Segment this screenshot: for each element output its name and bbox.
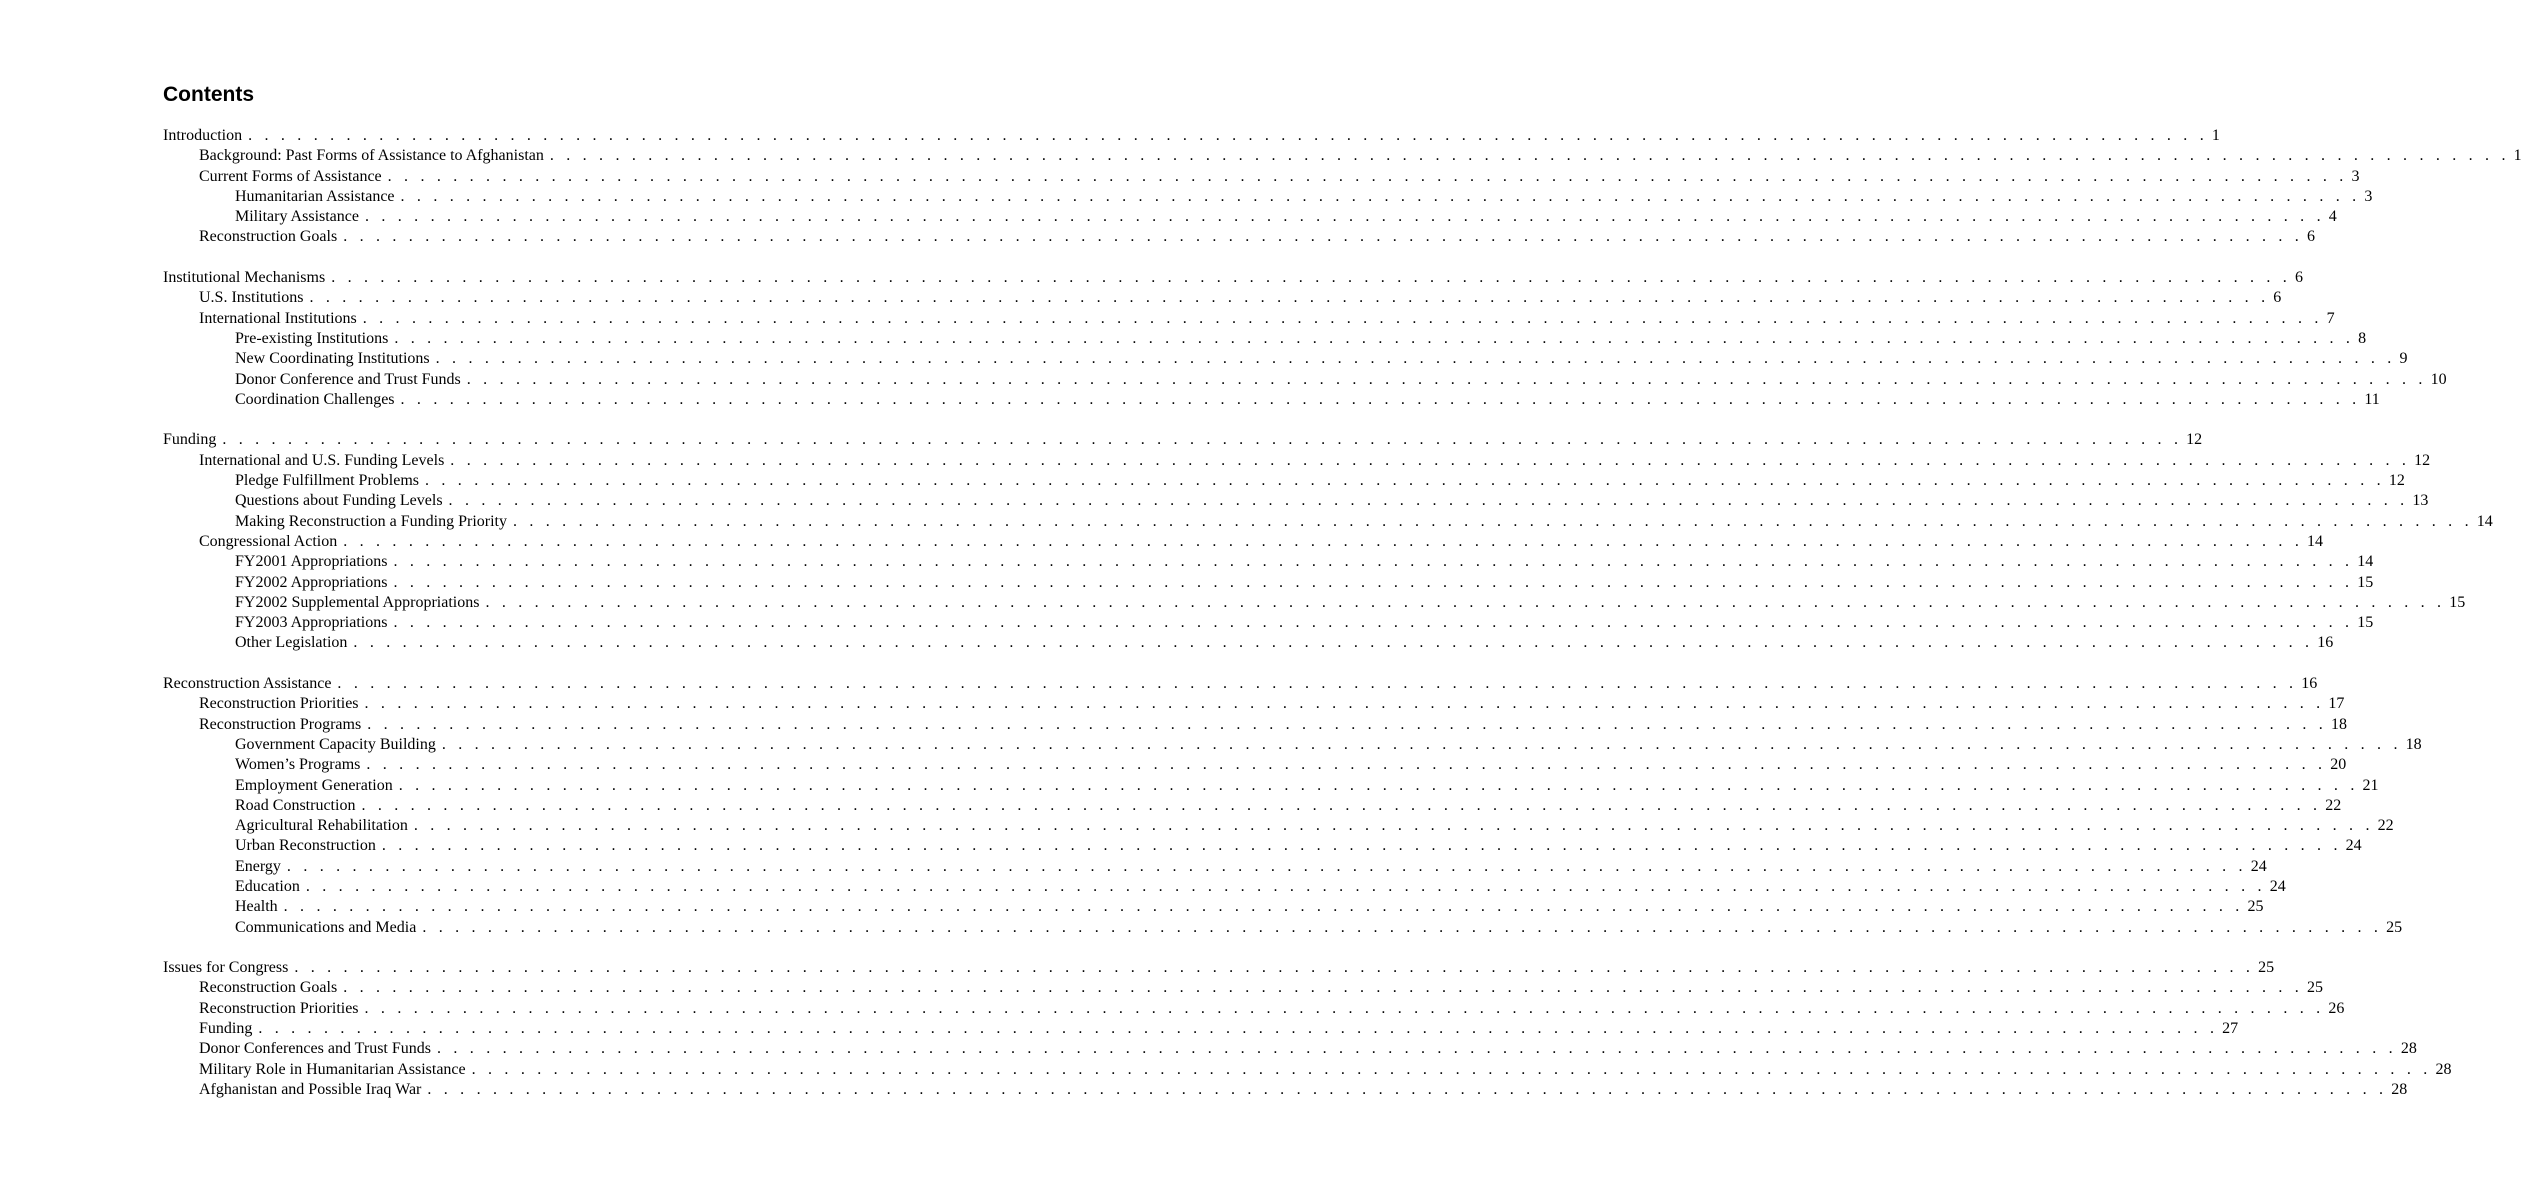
toc-entry [163,552,2374,572]
toc-entry-page: 22 [2325,796,2342,814]
toc-entry-page: 24 [2269,877,2286,895]
toc-entry-title: Donor Conferences and Trust Funds [199,1040,431,1058]
toc-entry-page: 15 [2357,573,2374,591]
toc-entry [163,146,2522,166]
dot-leader: . . . . . . . . . . . . . . . . . . . . . . . . . . . . . . . . . . . . . . . . . . . . . . . . . . . . . . . . . . . . . . . . . . . . . . . . . . . . . . . . . . . . . . . . . . . . . . . . . . . . . . . . . . . . . . . . . . . . . . . . [400,390,2361,408]
dot-leader: . . . . . . . . . . . . . . . . . . . . . . . . . . . . . . . . . . . . . . . . . . . . . . . . . . . . . . . . . . . . . . . . . . . . . . . . . . . . . . . . . . . . . . . . . . . . . . . . . . . . . . . . . . . . . . . . . . . . . . . . [353,634,2314,652]
toc-entry-page: 13 [2412,492,2429,510]
toc-entry-page: 15 [2357,614,2374,632]
dot-leader: . . . . . . . . . . . . . . . . . . . . . . . . . . . . . . . . . . . . . . . . . . . . . . . . . . . . . . . . . . . . . . . . . . . . . . . . . . . . . . . . . . . . . . . . . . . . . . . . . . . . . . . . . . . . . . . . . . . . . . . . [398,776,2359,794]
dot-leader: . . . . . . . . . . . . . . . . . . . . . . . . . . . . . . . . . . . . . . . . . . . . . . . . . . . . . . . . . . . . . . . . . . . . . . . . . . . . . . . . . . . . . . . . . . . . . . . . . . . . . . . . . . . . . . . . . . . . . . . . [393,553,2354,571]
toc-entry-title: Energy [235,857,281,875]
toc-entry [163,227,2316,247]
toc-entry [163,207,2337,227]
toc-entry-title: Pledge Fulfillment Problems [235,472,419,490]
dot-leader: . . . . . . . . . . . . . . . . . . . . . . . . . . . . . . . . . . . . . . . . . . . . . . . . . . . . . . . . . . . . . . . . . . . . . . . . . . . . . . . . . . . . . . . . . . . . . . . . . . . . . . . . . . . . . . . . . . . . . . . . [466,370,2427,388]
toc-entry [163,451,2431,471]
toc-entry [163,694,2345,714]
toc-entry-page: 18 [2331,715,2348,733]
toc-entry-page: 15 [2449,593,2466,611]
toc-entry-page: 20 [2330,756,2347,774]
toc-entry-title: Reconstruction Assistance [163,675,332,693]
toc-entry-page: 25 [2247,898,2264,916]
toc-entry [163,674,2318,694]
toc-entry-title: Pre-existing Institutions [235,329,389,347]
toc-entry [163,796,2342,816]
toc-entry-page: 3 [2364,187,2373,205]
toc-entry-title: Background: Past Forms of Assistance to Afghanistan [199,147,544,165]
toc-entry-page: 16 [2301,675,2318,693]
toc-entry-page: 11 [2364,390,2380,408]
toc-entry-title: Institutional Mechanisms [163,269,326,287]
toc-entry-title: Communications and Media [235,918,417,936]
toc-entry-title: Funding [199,1020,253,1038]
toc-entry-title: Donor Conference and Trust Funds [235,370,461,388]
toc-entry-title: Reconstruction Programs [199,715,362,733]
dot-leader: . . . . . . . . . . . . . . . . . . . . . . . . . . . . . . . . . . . . . . . . . . . . . . . . . . . . . . . . . . . . . . . . . . . . . . . . . . . . . . . . . . . . . . . . . . . . . . . . . . . . . . . . . . . . . . . . . . . . . . . . [450,451,2411,469]
toc-entry [163,836,2362,856]
toc-entry-title: Education [235,877,300,895]
toc-entry-title: Reconstruction Goals [199,228,338,246]
dot-leader: . . . . . . . . . . . . . . . . . . . . . . . . . . . . . . . . . . . . . . . . . . . . . . . . . . . . . . . . . . . . . . . . . . . . . . . . . . . . . . . . . . . . . . . . . . . . . . . . . . . . . . . . . . . . . . . . . . . . . . . . [362,309,2323,327]
toc-entry [163,268,2304,288]
toc-entry-page: 12 [2414,451,2431,469]
dot-leader: . . . . . . . . . . . . . . . . . . . . . . . . . . . . . . . . . . . . . . . . . . . . . . . . . . . . . . . . . . . . . . . . . . . . . . . . . . . . . . . . . . . . . . . . . . . . . . . . . . . . . . . . . . . . . . . . . . . . . . . . [448,492,2409,510]
toc-entry-title: FY2002 Appropriations [235,573,388,591]
toc-entry-page: 7 [2326,309,2335,327]
page-title: Contents [163,83,254,106]
dot-leader: . . . . . . . . . . . . . . . . . . . . . . . . . . . . . . . . . . . . . . . . . . . . . . . . . . . . . . . . . . . . . . . . . . . . . . . . . . . . . . . . . . . . . . . . . . . . . . . . . . . . . . . . . . . . . . . . . . . . . . . . [427,1080,2388,1098]
dot-leader: . . . . . . . . . . . . . . . . . . . . . . . . . . . . . . . . . . . . . . . . . . . . . . . . . . . . . . . . . . . . . . . . . . . . . . . . . . . . . . . . . . . . . . . . . . . . . . . . . . . . . . . . . . . . . . . . . . . . . . . . [309,289,2270,307]
toc-entry-title: FY2001 Appropriations [235,553,388,571]
toc-entry-page: 14 [2476,512,2493,530]
dot-leader: . . . . . . . . . . . . . . . . . . . . . . . . . . . . . . . . . . . . . . . . . . . . . . . . . . . . . . . . . . . . . . . . . . . . . . . . . . . . . . . . . . . . . . . . . . . . . . . . . . . . . . . . . . . . . . . . . . . . . . . . [364,208,2325,226]
toc-entry [163,918,2403,938]
dot-leader: . . . . . . . . . . . . . . . . . . . . . . . . . . . . . . . . . . . . . . . . . . . . . . . . . . . . . . . . . . . . . . . . . . . . . . . . . . . . . . . . . . . . . . . . . . . . . . . . . . . . . . . . . . . . . . . . . . . . . . . . [364,999,2325,1017]
dot-leader: . . . . . . . . . . . . . . . . . . . . . . . . . . . . . . . . . . . . . . . . . . . . . . . . . . . . . . . . . . . . . . . . . . . . . . . . . . . . . . . . . . . . . . . . . . . . . . . . . . . . . . . . . . . . . . . . . . . . . . . . [422,918,2383,936]
dot-leader: . . . . . . . . . . . . . . . . . . . . . . . . . . . . . . . . . . . . . . . . . . . . . . . . . . . . . . . . . . . . . . . . . . . . . . . . . . . . . . . . . . . . . . . . . . . . . . . . . . . . . . . . . . . . . . . . . . . . . . . . [400,187,2361,205]
toc-entry-title: Military Role in Humanitarian Assistance [199,1060,466,1078]
dot-leader: . . . . . . . . . . . . . . . . . . . . . . . . . . . . . . . . . . . . . . . . . . . . . . . . . . . . . . . . . . . . . . . . . . . . . . . . . . . . . . . . . . . . . . . . . . . . . . . . . . . . . . . . . . . . . . . . . . . . . . . . [222,431,2183,449]
toc-entry [163,857,2267,877]
toc-entry [163,715,2348,735]
toc-entry-title: New Coordinating Institutions [235,350,430,368]
toc-entry [163,1019,2239,1039]
toc-entry [163,1060,2452,1080]
toc-entry-title: Other Legislation [235,634,348,652]
toc-entry-page: 25 [2307,979,2324,997]
toc-entry [163,309,2335,329]
toc-entry [163,877,2286,897]
toc-entry [163,755,2347,775]
dot-leader: . . . . . . . . . . . . . . . . . . . . . . . . . . . . . . . . . . . . . . . . . . . . . . . . . . . . . . . . . . . . . . . . . . . . . . . . . . . . . . . . . . . . . . . . . . . . . . . . . . . . . . . . . . . . . . . . . . . . . . . . [441,735,2402,753]
toc-entry [163,958,2275,978]
toc-entry-page: 14 [2357,553,2374,571]
toc-entry [163,1080,2408,1100]
toc-section [163,430,2493,653]
dot-leader: . . . . . . . . . . . . . . . . . . . . . . . . . . . . . . . . . . . . . . . . . . . . . . . . . . . . . . . . . . . . . . . . . . . . . . . . . . . . . . . . . . . . . . . . . . . . . . . . . . . . . . . . . . . . . . . . . . . . . . . . [248,127,2208,144]
dot-leader: . . . . . . . . . . . . . . . . . . . . . . . . . . . . . . . . . . . . . . . . . . . . . . . . . . . . . . . . . . . . . . . . . . . . . . . . . . . . . . . . . . . . . . . . . . . . . . . . . . . . . . . . . . . . . . . . . . . . . . . . [258,1020,2219,1038]
toc-entry-page: 1 [2513,147,2522,165]
toc-entry-title: International and U.S. Funding Levels [199,451,445,469]
toc-entry-page: 14 [2307,532,2324,550]
dot-leader: . . . . . . . . . . . . . . . . . . . . . . . . . . . . . . . . . . . . . . . . . . . . . . . . . . . . . . . . . . . . . . . . . . . . . . . . . . . . . . . . . . . . . . . . . . . . . . . . . . . . . . . . . . . . . . . . . . . . . . . . [387,167,2348,185]
toc-entry [163,613,2374,633]
toc-entry-page: 16 [2317,634,2334,652]
toc-entry-title: Urban Reconstruction [235,837,376,855]
toc-entry-page: 25 [2386,918,2403,936]
toc-entry-page: 12 [2388,472,2405,490]
dot-leader: . . . . . . . . . . . . . . . . . . . . . . . . . . . . . . . . . . . . . . . . . . . . . . . . . . . . . . . . . . . . . . . . . . . . . . . . . . . . . . . . . . . . . . . . . . . . . . . . . . . . . . . . . . . . . . . . . . . . . . . . [394,329,2355,347]
toc-entry-page: 3 [2351,167,2360,185]
toc-entry-page: 24 [2345,837,2362,855]
toc-entry [163,370,2447,390]
dot-leader: . . . . . . . . . . . . . . . . . . . . . . . . . . . . . . . . . . . . . . . . . . . . . . . . . . . . . . . . . . . . . . . . . . . . . . . . . . . . . . . . . . . . . . . . . . . . . . . . . . . . . . . . . . . . . . . . . . . . . . . . [286,857,2247,875]
toc-entry [163,390,2380,410]
toc-entry-page: 26 [2328,999,2345,1017]
toc-entry-title: Employment Generation [235,776,393,794]
toc-entry-title: Reconstruction Priorities [199,695,359,713]
toc-entry-page: 22 [2377,817,2394,835]
toc-entry [163,816,2394,836]
toc-entry-page: 10 [2430,370,2447,388]
toc-entry [163,532,2324,552]
toc-entry [163,573,2374,593]
table-of-contents [163,126,2522,1121]
toc-entry-title: Making Reconstruction a Funding Priority [235,512,507,530]
dot-leader: . . . . . . . . . . . . . . . . . . . . . . . . . . . . . . . . . . . . . . . . . . . . . . . . . . . . . . . . . . . . . . . . . . . . . . . . . . . . . . . . . . . . . . . . . . . . . . . . . . . . . . . . . . . . . . . . . . . . . . . . [393,614,2354,632]
dot-leader: . . . . . . . . . . . . . . . . . . . . . . . . . . . . . . . . . . . . . . . . . . . . . . . . . . . . . . . . . . . . . . . . . . . . . . . . . . . . . . . . . . . . . . . . . . . . . . . . . . . . . . . . . . . . . . . . . . . . . . . . [549,147,2510,165]
toc-entry [163,593,2466,613]
dot-leader: . . . . . . . . . . . . . . . . . . . . . . . . . . . . . . . . . . . . . . . . . . . . . . . . . . . . . . . . . . . . . . . . . . . . . . . . . . . . . . . . . . . . . . . . . . . . . . . . . . . . . . . . . . . . . . . . . . . . . . . . [361,796,2322,814]
toc-entry [163,288,2282,308]
toc-entry [163,430,2203,450]
dot-leader: . . . . . . . . . . . . . . . . . . . . . . . . . . . . . . . . . . . . . . . . . . . . . . . . . . . . . . . . . . . . . . . . . . . . . . . . . . . . . . . . . . . . . . . . . . . . . . . . . . . . . . . . . . . . . . . . . . . . . . . . [343,532,2304,550]
toc-entry-page: 27 [2222,1020,2239,1038]
toc-entry [163,776,2379,796]
toc-section [163,268,2447,410]
toc-entry-title: Afghanistan and Possible Iraq War [199,1080,422,1098]
toc-entry-title: Women’s Programs [235,756,361,774]
toc-entry [163,1039,2417,1059]
dot-leader: . . . . . . . . . . . . . . . . . . . . . . . . . . . . . . . . . . . . . . . . . . . . . . . . . . . . . . . . . . . . . . . . . . . . . . . . . . . . . . . . . . . . . . . . . . . . . . . . . . . . . . . . . . . . . . . . . . . . . . . . [294,959,2255,977]
dot-leader: . . . . . . . . . . . . . . . . . . . . . . . . . . . . . . . . . . . . . . . . . . . . . . . . . . . . . . . . . . . . . . . . . . . . . . . . . . . . . . . . . . . . . . . . . . . . . . . . . . . . . . . . . . . . . . . . . . . . . . . . [437,1040,2397,1058]
toc-entry [163,978,2324,998]
toc-entry [163,491,2429,511]
toc-entry-title: FY2003 Appropriations [235,614,388,632]
toc-entry-page: 12 [2186,431,2203,449]
toc-entry-title: Government Capacity Building [235,735,436,753]
toc-entry-title: Funding [163,431,217,449]
toc-entry-title: Health [235,898,278,916]
toc-entry-title: Introduction [163,127,243,144]
toc-entry-title: Coordination Challenges [235,390,395,408]
toc-entry [163,167,2360,187]
toc-section [163,958,2452,1100]
toc-entry-title: U.S. Institutions [199,289,304,307]
toc-entry-page: 21 [2362,776,2379,794]
dot-leader: . . . . . . . . . . . . . . . . . . . . . . . . . . . . . . . . . . . . . . . . . . . . . . . . . . . . . . . . . . . . . . . . . . . . . . . . . . . . . . . . . . . . . . . . . . . . . . . . . . . . . . . . . . . . . . . . . . . . . . . . [283,898,2244,916]
toc-section [163,674,2422,938]
toc-entry-title: Congressional Action [199,532,338,550]
toc-entry-title: Agricultural Rehabilitation [235,817,408,835]
toc-entry-title: Reconstruction Priorities [199,999,359,1017]
dot-leader: . . . . . . . . . . . . . . . . . . . . . . . . . . . . . . . . . . . . . . . . . . . . . . . . . . . . . . . . . . . . . . . . . . . . . . . . . . . . . . . . . . . . . . . . . . . . . . . . . . . . . . . . . . . . . . . . . . . . . . . . [512,512,2473,530]
toc-entry-page: 6 [2307,228,2316,246]
toc-entry-title: Road Construction [235,796,356,814]
toc-entry-title: Questions about Funding Levels [235,492,443,510]
toc-entry-title: Current Forms of Assistance [199,167,382,185]
toc-entry-page: 28 [2435,1060,2452,1078]
dot-leader: . . . . . . . . . . . . . . . . . . . . . . . . . . . . . . . . . . . . . . . . . . . . . . . . . . . . . . . . . . . . . . . . . . . . . . . . . . . . . . . . . . . . . . . . . . . . . . . . . . . . . . . . . . . . . . . . . . . . . . . . [367,715,2328,733]
toc-entry-page: 28 [2400,1040,2417,1058]
toc-entry [163,471,2405,491]
toc-entry-title: Military Assistance [235,208,359,226]
dot-leader: . . . . . . . . . . . . . . . . . . . . . . . . . . . . . . . . . . . . . . . . . . . . . . . . . . . . . . . . . . . . . . . . . . . . . . . . . . . . . . . . . . . . . . . . . . . . . . . . . . . . . . . . . . . . . . . . . . . . . . . . [364,695,2325,713]
toc-entry [163,633,2334,653]
toc-entry-title: Humanitarian Assistance [235,187,395,205]
dot-leader: . . . . . . . . . . . . . . . . . . . . . . . . . . . . . . . . . . . . . . . . . . . . . . . . . . . . . . . . . . . . . . . . . . . . . . . . . . . . . . . . . . . . . . . . . . . . . . . . . . . . . . . . . . . . . . . . . . . . . . . . [413,817,2374,835]
toc-entry-title: International Institutions [199,309,357,327]
toc-entry-page: 28 [2391,1080,2408,1098]
toc-entry-page: 25 [2258,959,2275,977]
toc-entry [163,349,2408,369]
dot-leader: . . . . . . . . . . . . . . . . . . . . . . . . . . . . . . . . . . . . . . . . . . . . . . . . . . . . . . . . . . . . . . . . . . . . . . . . . . . . . . . . . . . . . . . . . . . . . . . . . . . . . . . . . . . . . . . . . . . . . . . . [343,979,2304,997]
dot-leader: . . . . . . . . . . . . . . . . . . . . . . . . . . . . . . . . . . . . . . . . . . . . . . . . . . . . . . . . . . . . . . . . . . . . . . . . . . . . . . . . . . . . . . . . . . . . . . . . . . . . . . . . . . . . . . . . . . . . . . . . [337,675,2298,693]
toc-entry [163,897,2264,917]
toc-entry-title: Issues for Congress [163,959,289,977]
dot-leader: . . . . . . . . . . . . . . . . . . . . . . . . . . . . . . . . . . . . . . . . . . . . . . . . . . . . . . . . . . . . . . . . . . . . . . . . . . . . . . . . . . . . . . . . . . . . . . . . . . . . . . . . . . . . . . . . . . . . . . . . [331,269,2292,287]
dot-leader: . . . . . . . . . . . . . . . . . . . . . . . . . . . . . . . . . . . . . . . . . . . . . . . . . . . . . . . . . . . . . . . . . . . . . . . . . . . . . . . . . . . . . . . . . . . . . . . . . . . . . . . . . . . . . . . . . . . . . . . . [393,573,2354,591]
dot-leader: . . . . . . . . . . . . . . . . . . . . . . . . . . . . . . . . . . . . . . . . . . . . . . . . . . . . . . . . . . . . . . . . . . . . . . . . . . . . . . . . . . . . . . . . . . . . . . . . . . . . . . . . . . . . . . . . . . . . . . . . [305,877,2266,895]
dot-leader: . . . . . . . . . . . . . . . . . . . . . . . . . . . . . . . . . . . . . . . . . . . . . . . . . . . . . . . . . . . . . . . . . . . . . . . . . . . . . . . . . . . . . . . . . . . . . . . . . . . . . . . . . . . . . . . . . . . . . . . . [425,472,2385,490]
toc-section [163,126,2522,248]
toc-entry-page: 8 [2358,329,2367,347]
dot-leader: . . . . . . . . . . . . . . . . . . . . . . . . . . . . . . . . . . . . . . . . . . . . . . . . . . . . . . . . . . . . . . . . . . . . . . . . . . . . . . . . . . . . . . . . . . . . . . . . . . . . . . . . . . . . . . . . . . . . . . . . [435,350,2396,368]
dot-leader: . . . . . . . . . . . . . . . . . . . . . . . . . . . . . . . . . . . . . . . . . . . . . . . . . . . . . . . . . . . . . . . . . . . . . . . . . . . . . . . . . . . . . . . . . . . . . . . . . . . . . . . . . . . . . . . . . . . . . . . . [343,228,2304,246]
dot-leader: . . . . . . . . . . . . . . . . . . . . . . . . . . . . . . . . . . . . . . . . . . . . . . . . . . . . . . . . . . . . . . . . . . . . . . . . . . . . . . . . . . . . . . . . . . . . . . . . . . . . . . . . . . . . . . . . . . . . . . . . [485,593,2446,611]
toc-entry-page: 17 [2328,695,2345,713]
dot-leader: . . . . . . . . . . . . . . . . . . . . . . . . . . . . . . . . . . . . . . . . . . . . . . . . . . . . . . . . . . . . . . . . . . . . . . . . . . . . . . . . . . . . . . . . . . . . . . . . . . . . . . . . . . . . . . . . . . . . . . . . [471,1060,2432,1078]
toc-entry-title: FY2002 Supplemental Appropriations [235,593,480,611]
toc-entry-page: 24 [2250,857,2267,875]
dot-leader: . . . . . . . . . . . . . . . . . . . . . . . . . . . . . . . . . . . . . . . . . . . . . . . . . . . . . . . . . . . . . . . . . . . . . . . . . . . . . . . . . . . . . . . . . . . . . . . . . . . . . . . . . . . . . . . . . . . . . . . . [381,837,2342,855]
toc-entry-page: 9 [2399,350,2408,368]
toc-entry-page: 6 [2295,269,2304,287]
dot-leader: . . . . . . . . . . . . . . . . . . . . . . . . . . . . . . . . . . . . . . . . . . . . . . . . . . . . . . . . . . . . . . . . . . . . . . . . . . . . . . . . . . . . . . . . . . . . . . . . . . . . . . . . . . . . . . . . . . . . . . . . [366,756,2327,774]
toc-entry [163,735,2422,755]
toc-entry-page: 18 [2405,735,2422,753]
toc-entry-page: 6 [2273,289,2282,307]
toc-entry-page: 4 [2328,208,2337,226]
toc-entry-page: 1 [2211,127,2220,144]
toc-entry [163,187,2373,207]
toc-entry [163,512,2493,532]
toc-entry [163,999,2345,1019]
toc-entry [163,126,2220,146]
toc-entry [163,329,2367,349]
toc-entry-title: Reconstruction Goals [199,979,338,997]
